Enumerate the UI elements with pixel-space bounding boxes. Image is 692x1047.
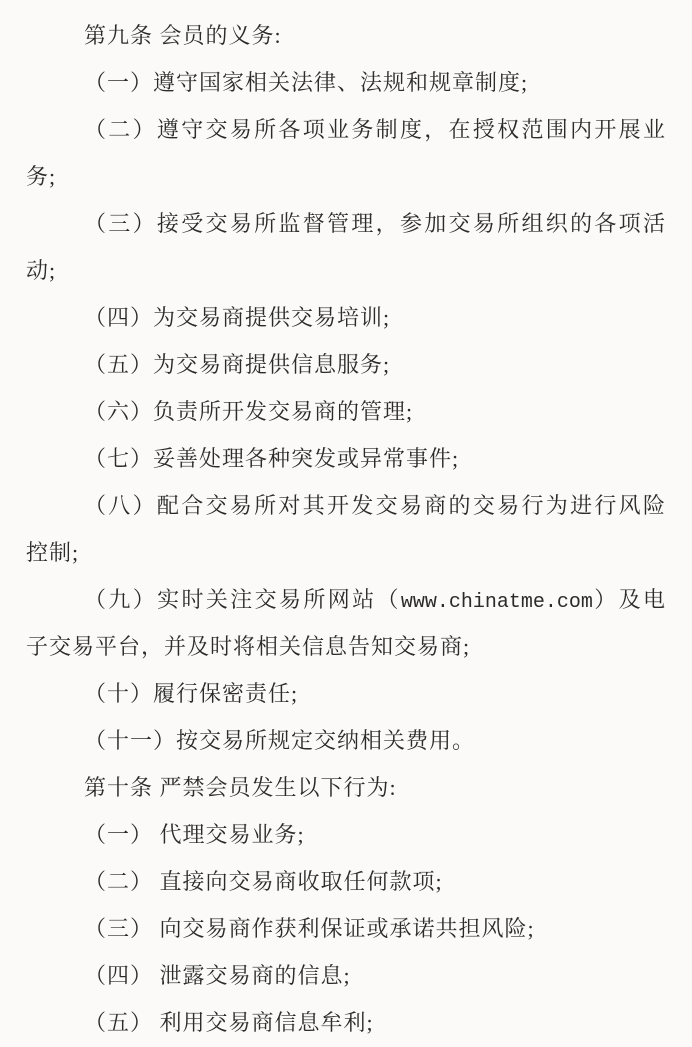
- text-segment: （五）为交易商提供信息服务;: [84, 352, 391, 377]
- article-9-item-3-line-1: [26, 200, 666, 247]
- article-9-item-9-line-1: [26, 576, 666, 623]
- text-segment: （十一）按交易所规定交纳相关费用。: [84, 728, 476, 753]
- text-segment: （十）履行保密责任;: [84, 681, 299, 706]
- text-segment: （四） 泄露交易商的信息;: [84, 963, 351, 988]
- article-10-item-2: [26, 858, 666, 905]
- article-9-item-10: [26, 670, 666, 717]
- article-9-item-1: [26, 59, 666, 106]
- article-10-item-3: [26, 905, 666, 952]
- article-10-item-5: [26, 999, 666, 1046]
- text-segment: （三） 向交易商作获利保证或承诺共担风险;: [84, 916, 535, 941]
- text-segment: 动;: [26, 258, 57, 283]
- text-segment: 控制;: [26, 540, 80, 565]
- article-9-item-8-line-1: [26, 482, 666, 529]
- article-9-item-2-line-1: [26, 106, 666, 153]
- article-9-item-11: [26, 717, 666, 764]
- text-segment: （九）实时关注交易所网站（: [84, 587, 401, 612]
- article-9-item-6: [26, 388, 666, 435]
- text-segment: 第十条 严禁会员发生以下行为:: [84, 775, 397, 800]
- article-9-item-3-line-2: [26, 247, 666, 294]
- text-segment: （一）遵守国家相关法律、法规和规章制度;: [84, 70, 529, 95]
- article-9-item-7: [26, 435, 666, 482]
- text-segment: （七）妥善处理各种突发或异常事件;: [84, 446, 460, 471]
- article-9-item-2-line-2: [26, 153, 666, 200]
- website-url-text: www.chinatme.com: [400, 591, 593, 614]
- text-segment: （四）为交易商提供交易培训;: [84, 305, 391, 330]
- text-segment: ）及电: [592, 587, 666, 612]
- text-segment: （五） 利用交易商信息牟利;: [84, 1010, 374, 1035]
- article-10-item-4: [26, 952, 666, 999]
- article-10-item-1: [26, 811, 666, 858]
- text-segment: 子交易平台，并及时将相关信息告知交易商;: [26, 634, 471, 659]
- text-segment: （八）配合交易所对其开发交易商的交易行为进行风险: [84, 493, 666, 518]
- article-9-item-9-line-2: [26, 623, 666, 670]
- text-segment: （六）负责所开发交易商的管理;: [84, 399, 414, 424]
- article-9-heading: [26, 12, 666, 59]
- article-9-item-5: [26, 341, 666, 388]
- document-body: [26, 12, 666, 1046]
- text-segment: （二）遵守交易所各项业务制度，在授权范围内开展业: [84, 117, 666, 142]
- text-segment: 第九条 会员的义务:: [84, 23, 282, 48]
- article-9-item-4: [26, 294, 666, 341]
- text-segment: （二） 直接向交易商收取任何款项;: [84, 869, 443, 894]
- article-10-heading: [26, 764, 666, 811]
- article-9-item-8-line-2: [26, 529, 666, 576]
- text-segment: 务;: [26, 164, 57, 189]
- text-segment: （一） 代理交易业务;: [84, 822, 305, 847]
- text-segment: （三）接受交易所监督管理，参加交易所组织的各项活: [84, 211, 666, 236]
